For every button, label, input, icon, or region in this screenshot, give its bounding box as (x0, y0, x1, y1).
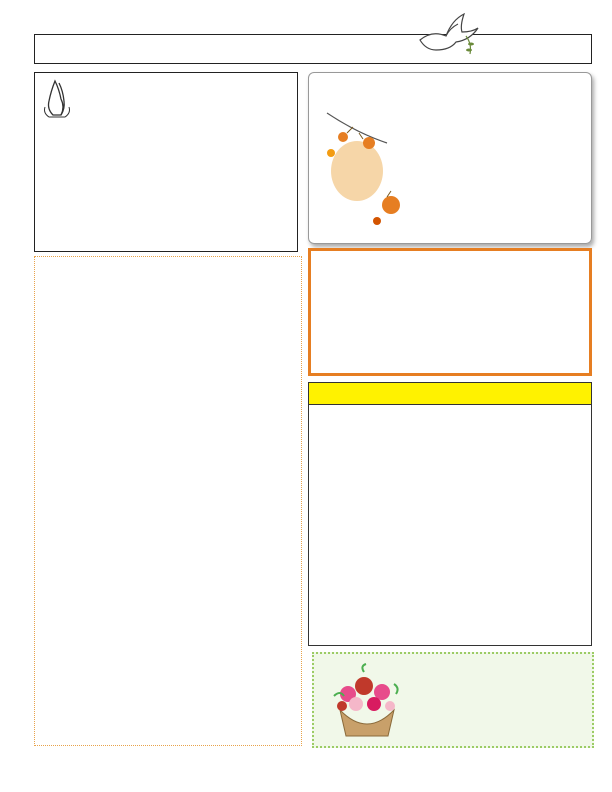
prayer-header (39, 77, 293, 119)
memorial-mass-notice (308, 72, 592, 244)
dove-icon (412, 10, 482, 60)
chuseok-persimmon-illustration (317, 103, 412, 243)
altar-flower-notice (312, 652, 594, 748)
mass-schedule-table (308, 382, 592, 646)
newsletter-header (34, 34, 592, 64)
family-mass-notice (308, 248, 592, 376)
praying-hands-icon (39, 77, 75, 119)
prayer-request-box (34, 72, 298, 252)
flower-bouquet-icon (324, 660, 410, 742)
annual-appeal-logo (39, 261, 297, 315)
schedule-title (309, 383, 591, 405)
annual-appeal-box (34, 256, 302, 746)
